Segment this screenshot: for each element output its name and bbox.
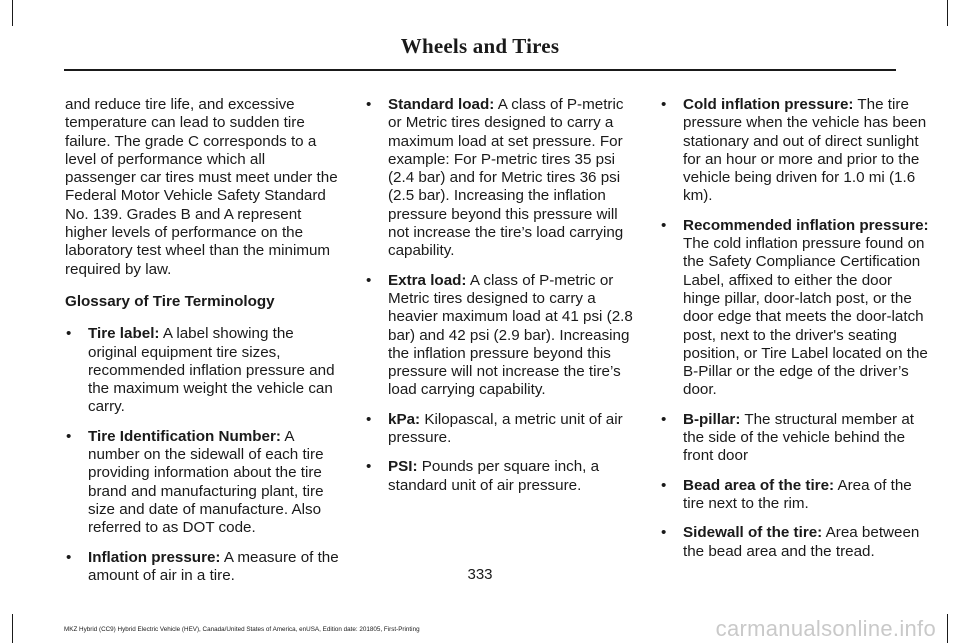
glossary-item-kpa (365, 411, 637, 448)
glossary-item-tire-identification-number (65, 428, 340, 538)
bullet-icon: • (366, 410, 372, 428)
glossary-item-sidewall (660, 524, 932, 561)
term: PSI: (388, 458, 418, 476)
bullet-icon: • (66, 427, 72, 445)
glossary-item-psi (365, 458, 637, 495)
term: B-pillar: (683, 410, 741, 428)
definition: The structural member at the side of the vehicle behind the front door (683, 410, 914, 465)
page-number: 333 (467, 566, 493, 583)
intro-paragraph: and reduce tire life, and excessive temperature can lead to sudden tire failure. The grade C corresponds to a level of performance which all passenger car tires must meet under the Federal Motor Vehicle Safety Standard No. 139. Grades B and A represent higher levels of performance on the laboratory test wheel than the minimum required by law. (65, 96, 338, 278)
bullet-icon: • (366, 458, 372, 476)
definition: A number on the sidewall of each tire providing information about the tire brand and manufacturing plant, tire size and date of manufacture. Also referred to as DOT code. (88, 427, 324, 537)
definition: The cold inflation pressure found on the Safety Compliance Certification Label, affixed to either the door hinge pillar, door-latch post, or the door edge that meets the door-latch post, next to the driver's seating position, or Tire Label located on the B-Pillar or the edge of the driver’s door. (683, 235, 928, 399)
definition: Kilopascal, a metric unit of air pressure. (388, 410, 623, 447)
term: Extra load: (388, 271, 467, 289)
definition: Area of the tire next to the rim. (683, 476, 912, 512)
bullet-icon: • (661, 476, 667, 494)
header-divider (64, 69, 896, 71)
bullet-icon: • (661, 216, 667, 234)
glossary-item-bead-area (660, 477, 932, 514)
term: Bead area of the tire: (683, 476, 835, 494)
definition: Area between the bead area and the tread. (683, 524, 920, 560)
bullet-icon: • (661, 96, 667, 113)
bullet-icon: • (366, 271, 372, 289)
glossary-heading: Glossary of Tire Terminology (65, 292, 275, 310)
column-3 (660, 96, 932, 572)
glossary-list-1 (65, 325, 340, 585)
glossary-item-tire-label (65, 325, 340, 416)
glossary-item-standard-load (365, 96, 637, 261)
watermark-text: carmanualsonline.info (715, 616, 936, 641)
definition: A class of P-metric or Metric tires designed to carry a maximum load at set pressure. For example: For P-metric tires 35 psi (2.4 bar) and for Metric tires 36 psi (2.5 bar). Increasing the inflation pressure beyond this pressure will not increase the tire’s load carrying capability. (388, 96, 624, 260)
term: kPa: (388, 410, 421, 428)
term: Standard load: (388, 96, 495, 113)
column-1 (65, 96, 340, 596)
footer-edition-text: MKZ Hybrid (CC9) Hybrid Electric Vehicle (HEV), Canada/United States of America, enUSA, Edition date: 201805, First-Printing (64, 626, 420, 633)
crop-mark-top-left (12, 0, 13, 26)
page-title: Wheels and Tires (400, 34, 560, 58)
term: Inflation pressure: (88, 548, 221, 566)
term: Tire Identification Number: (88, 427, 281, 445)
glossary-item-extra-load (365, 272, 637, 400)
glossary-list-2 (365, 96, 637, 495)
bullet-icon: • (661, 524, 667, 542)
column-2 (365, 96, 637, 506)
crop-mark-top-right (947, 0, 948, 26)
term: Recommended inflation pressure: (683, 216, 929, 234)
definition: A class of P-metric or Metric tires designed to carry a heavier maximum load at 41 psi (2.8 bar) and 42 psi (2.9 bar). Increasing the inflation pressure beyond this pressure will not increase the tire’s load carrying capability. (388, 271, 633, 399)
definition: Pounds per square inch, a standard unit of air pressure. (388, 458, 600, 494)
definition: A label showing the original equipment tire sizes, recommended inflation pressure and the maximum weight the vehicle can carry. (88, 325, 335, 416)
term: Sidewall of the tire: (683, 524, 823, 542)
bullet-icon: • (661, 410, 667, 428)
glossary-item-b-pillar (660, 411, 932, 466)
definition: A measure of the amount of air in a tire. (88, 548, 339, 584)
definition: The tire pressure when the vehicle has been stationary and out of direct sunlight for an hour or more and prior to the vehicle being driven for 1.0 mi (1.6 km). (683, 96, 927, 205)
term: Tire label: (88, 325, 160, 343)
glossary-list-3 (660, 96, 932, 561)
bullet-icon: • (66, 325, 72, 343)
crop-mark-bottom-right (947, 614, 948, 643)
glossary-item-cold-inflation-pressure (660, 96, 932, 206)
term: Cold inflation pressure: (683, 96, 854, 113)
bullet-icon: • (366, 96, 372, 113)
bullet-icon: • (66, 548, 72, 566)
crop-mark-bottom-left (12, 614, 13, 643)
glossary-item-recommended-inflation-pressure (660, 217, 932, 400)
